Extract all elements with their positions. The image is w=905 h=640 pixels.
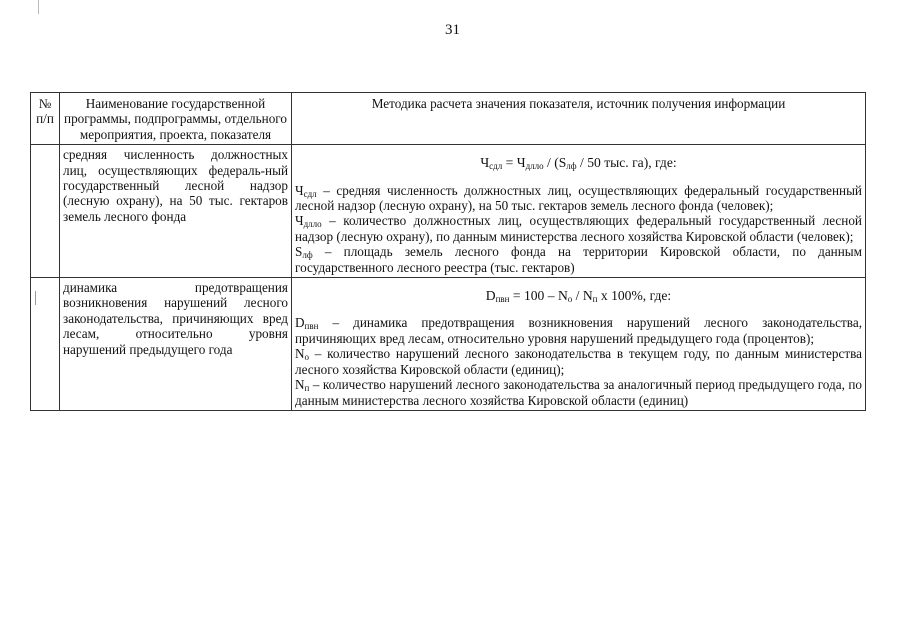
table-header-row [31,93,866,145]
method-cell [292,145,866,278]
indicator-name: средняя численность должностных лиц, осуществляющих федераль-ный государственный лесной надзор (лесную охрану), на 50 тыс. гектаров земель лесного фонда [60,145,292,278]
definition: $S_{лф}$ – площадь земель лесного фонда на территории Кировской области, по данным государственного лесного реестра (тыс. гектаров) [295,244,862,275]
indicator-name: динамика предотвращения возникновения нарушений лесного законодательства, причиняющих вред лесам, относительно уровня нарушений предыдущего года [60,278,292,411]
definitions [295,183,862,275]
definition: $N_п$ – количество нарушений лесного законодательства за аналогичный период предыдущего года, по данным министерства лесного хозяйства Кировской области (единиц) [295,377,862,408]
scan-mark [34,291,37,305]
table-row [31,145,866,278]
method-cell [292,278,866,411]
definition: $Ч_{сдл}$ – средняя численность должностных лиц, осуществляющих федеральный государственный лесной надзор (лесную охрану), на 50 тыс. гектаров земель лесного фонда (человек); [295,182,862,214]
header-method: Методика расчета значения показателя, источник получения информации [292,93,866,145]
definition: $N_о$ – количество нарушений лесного законодательства в текущем году, по данным министерства лесного хозяйства Кировской области (единиц); [295,346,862,377]
header-num: № п/п [31,93,60,145]
page-number: 31 [445,22,460,38]
definitions [295,315,862,407]
definition: $D_{пвн}$ – динамика предотвращения возникновения нарушений лесного законодательства, причиняющих вред лесам, относительно уровня нарушений предыдущего года (процентов); [295,315,862,346]
formula: $D_{пвн} = 100 - N_о / N_п$ x 100%, где: [485,288,672,305]
table-row [31,278,866,411]
definition: $Ч_{длло}$ – количество должностных лиц, осуществляющих федеральный государственный лесной надзор (лесную охрану), по данным министерства лесного хозяйства Кировской области (человек); [295,213,862,244]
row-num [31,145,60,278]
scan-edge-mark [38,0,39,14]
formula: $Ч_{сдл} = Ч_{длло} / (S_{лф} / 50$ тыс. га), где: [480,155,677,172]
header-name: Наименование государственной программы, подпрограммы, отдельного мероприятия, проекта, показателя [60,93,292,145]
indicator-table [30,92,866,411]
